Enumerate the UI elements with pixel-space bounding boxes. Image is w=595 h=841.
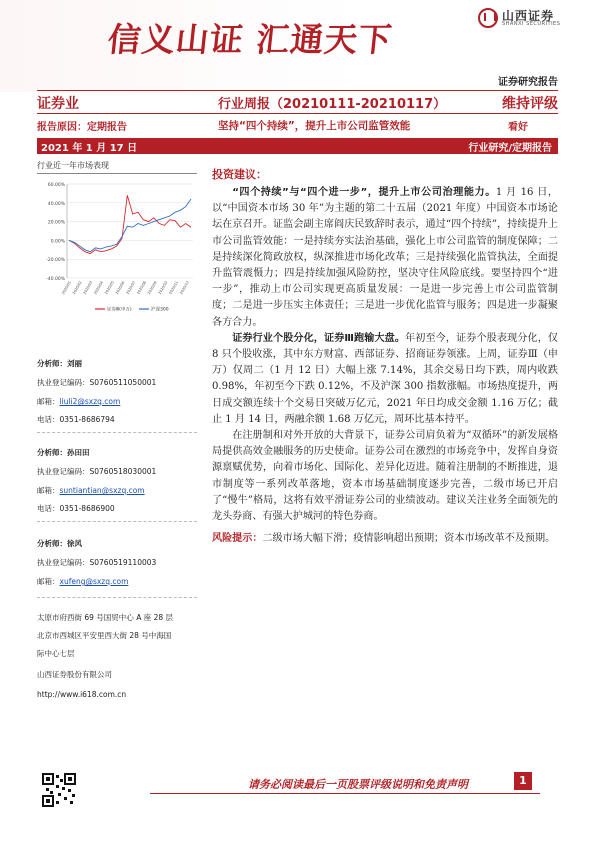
chart-x-tick-label: 2020/08 [136,280,147,296]
logo-english-name: SHANXI SECURITIES [502,21,561,27]
analyst-3-email-row [37,576,128,587]
report-title: 行业周报（20210111-20210117） [218,97,447,112]
report-reason: 报告原因：定期报告 [37,122,127,133]
chart-x-tick-label: 2020/05 [104,280,115,296]
company-name: 山西证券股份有限公司 [37,670,112,679]
analyst-3-email[interactable]: xufeng@sxzq.com [59,577,129,586]
chart-x-tick-label: 2020/12 [179,280,190,296]
chart-x-tick-label: 2020/02 [71,280,83,296]
report-subtitle: 坚持“四个持续”，提升上市公司监管效能 [218,120,411,132]
chart-x-tick-label: 2020/10 [157,280,169,296]
chart-series-line [69,195,191,253]
chart-x-tick-label: 2020/11 [168,280,180,296]
rating-value: 看好 [508,122,528,133]
qr-code-icon [42,773,76,807]
analyst-2-name: 分析师：孙田田 [37,448,90,457]
title-divider [37,113,558,114]
email-label: 邮箱： [37,486,60,495]
analyst-1-cert: 执业登记编码：S0760511050001 [37,378,157,387]
analyst-2-email-row [37,485,145,496]
chart-y-tick-label: 0.00% [50,239,65,245]
chart-caption: 行业近一年市场表现 [37,161,109,170]
chart-divider [37,173,197,174]
chart-x-tick-label: 2020/03 [82,280,94,296]
chart-x-tick-label: 2020/01 [61,280,72,296]
chart-y-tick-label: 60.00% [47,183,65,188]
risk-label: 风险提示： [212,533,263,545]
email-label: 邮箱： [37,397,60,406]
chart-y-tick-label: -20.00% [46,258,65,264]
analyst-1-name: 分析师：刘丽 [37,359,82,368]
chart-x-tick-label: 2020/06 [114,280,126,296]
analyst-3-name: 分析师：徐风 [37,539,82,548]
analyst-separator [37,432,197,433]
analyst-1-phone: 电话：0351-8686794 [37,415,115,424]
company-website[interactable]: http://www.i618.com.cn [37,690,127,699]
address-beijing: 北京市西城区平安里西大街 28 号中海国 [37,631,172,640]
main-content [212,166,558,547]
date-band [37,138,558,154]
analyst-1-email-row [37,396,120,407]
company-logo-icon [478,8,498,28]
chart-x-tick-label: 2020/07 [125,280,137,296]
address-beijing-cont: 际中心七层 [37,649,75,658]
chart-y-tick-label: -40.00% [46,277,65,282]
analyst-separator [37,521,197,522]
logo-name: 山西证券 [502,9,555,23]
disclaimer-notice: 请务必阅读最后一页股票评级说明和免责声明 [248,778,468,791]
paragraph-outlook: 在注册制和对外开放的大背景下，证券公司肩负着为“双循环”的新发展格局提供高效金融服务的历史使命。证券公司在激烈的市场竞争中，发挥自身资源禀赋优势，向着市场化、国际化、差异化迈进。随着注册制的不断推进，退市制度等一系列改革落地，资本市场基础制度逐步完善，二级市场已开启了“慢牛”格局，这将有效平滑证券公司的业绩波动。建议关注业务全面领先的龙头券商、有强大护城河的特色券商。 [212,430,558,523]
analyst-2-phone: 电话：0351-8686900 [37,504,115,513]
header-divider [37,90,558,91]
paragraph-lead: 证券行业个股分化，证券Ⅲ跑输大盘。 [232,332,406,344]
analyst-1-email[interactable]: liuli2@sxzq.com [59,397,121,406]
report-category: 行业研究/定期报告 [468,143,552,154]
section-title: 投资建议： [212,168,267,181]
slogan: 信义山证 汇通天下 [105,20,395,59]
rating-label: 维持评级 [502,96,558,112]
analyst-3-cert: 执业登记编码：S0760519110003 [37,558,157,567]
address-taiyuan: 太原市府西街 69 号国贸中心 A 座 28 层 [37,613,174,622]
risk-warning [212,531,558,547]
footer-divider [150,793,540,794]
industry-label: 证券业 [37,96,79,112]
market-performance-chart [37,176,197,316]
email-label: 邮箱： [37,577,60,586]
paragraph-market [212,331,558,428]
analyst-separator [37,597,197,598]
analyst-2-email[interactable]: suntiantian@sxzq.com [59,486,145,495]
risk-text: 二级市场大幅下滑；疫情影响超出预期；资本市场改革不及预期。 [262,533,556,545]
report-date: 2021 年 1 月 17 日 [41,143,138,154]
paragraph-body: 1 月 16 日，以“中国资本市场 30 年”为主题的第二十五届（2021 年度）中国资本市场论坛在京召开。证监会副主席阎庆民致辞时表示，通过“四个持续”，持续提升上市公司监管效能：一是持续夯实法治基础，强化上市公司监管的制度保障；二是持续深化简政放权，纵深推进市场化改革；三是持续强化监管执法，全面提升监管震慑力；四是持续加强风险防控，坚决守住风险底线。要坚持四个“进一步”，推动上市公司实现更高质量发展：一是进一步完善上市公司监管制度；二是进一步压实主体责任；三是进一步优化监管与服务；四是进一步凝聚各方合力。 [212,187,558,328]
chart-x-tick-label: 2020/04 [93,280,105,296]
report-type: 证券研究报告 [498,77,558,88]
chart-x-tick-label: 2020/09 [146,280,158,296]
chart-series-line [69,199,191,252]
chart-y-tick-label: 40.00% [47,201,65,207]
analyst-2-cert: 执业登记编码：S0760518030001 [37,467,157,476]
chart-y-tick-label: 20.00% [47,220,65,226]
paragraph-body: 年初至今，证券个股表现分化，仅 8 只个股收涨，其中东方财富、西部证券、招商证券领涨。上周，证券Ⅲ（申万）仅周二（1 月 12 日）大幅上涨 7.14%，其余交易日均下跌，周内收跌 0.98%，年初至今下跌 0.12%，不及沪深 300 指数涨幅。市场热度提升，两日成交额连续十个交易日突破万亿元，2021 年日均成交金额 1.16 万亿；截止 1 月 14 日，两融余额 1.68 万亿元，周环比基本持平。 [212,332,559,425]
chart-legend-label: 沪深300 [151,307,169,313]
paragraph-lead: “四个持续”与“四个进一步”，提升上市公司治理能力。 [232,187,496,198]
page-number: 1 [514,772,532,790]
chart-legend-label: 证券Ⅲ(申万) [107,307,132,313]
paragraph-governance [212,185,558,331]
